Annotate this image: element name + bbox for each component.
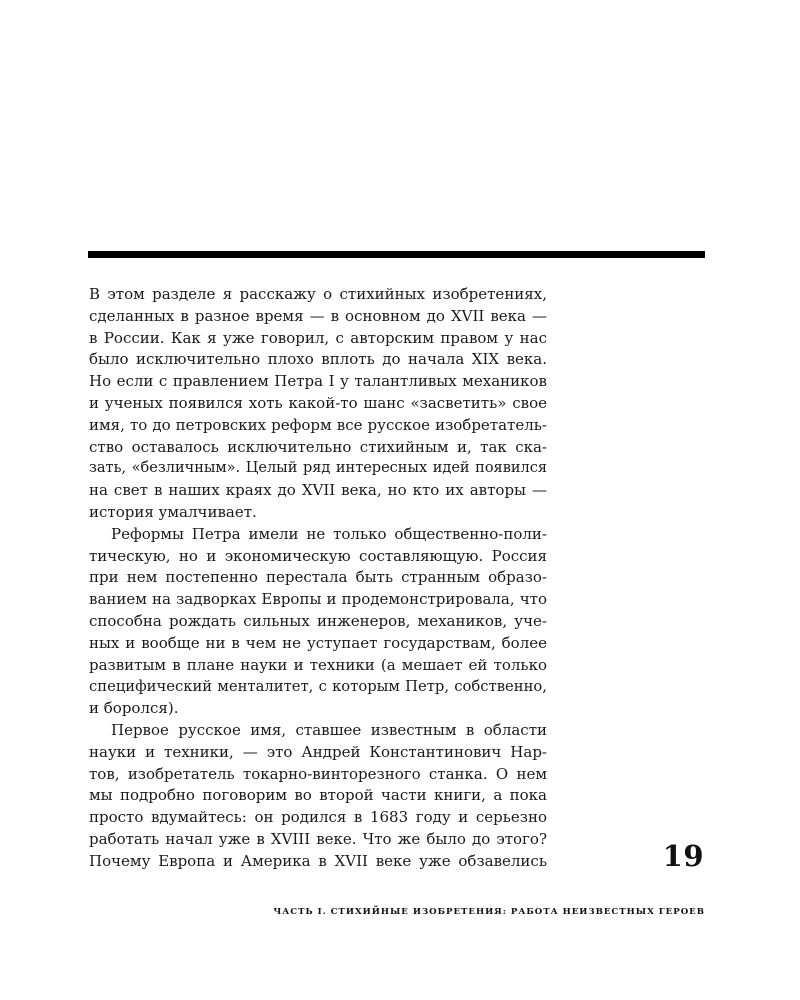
text-line: просто вдумайтесь: он родился в 1683 году и серьезно (89, 808, 547, 827)
text-line: сделанных в разное время — в основном до XVII века — (89, 306, 547, 325)
text-line: на свет в наших краях до XVII века, но кто их авторы — (89, 481, 547, 500)
text-line: ванием на задворках Европы и продемонстрировала, что (89, 590, 547, 609)
text-line: Первое русское имя, ставшее известным в области (111, 720, 547, 739)
text-line: ных и вообще ни в чем не уступает государствам, более (89, 633, 547, 652)
text-line: развитым в плане науки и техники (а мешает ей только (89, 655, 547, 674)
text-line: Реформы Петра имели не только общественно-поли- (111, 524, 547, 543)
text-line: науки и техники, — это Андрей Константинович Нар- (89, 742, 547, 761)
text-line: Почему Европа и Америка в XVII веке уже обзавелись (89, 851, 547, 870)
text-line: способна рождать сильных инженеров, механиков, уче- (89, 611, 547, 630)
text-line: тов, изобретатель токарно-винторезного станка. О нем (89, 764, 547, 783)
text-line: было исключительно плохо вплоть до начала XIX века. (89, 350, 547, 369)
text-line: и ученых появился хоть какой-то шанс «засветить» свое (89, 393, 547, 412)
page-number: 19 (662, 839, 704, 873)
body-text (89, 284, 547, 873)
text-line: в России. Как я уже говорил, с авторским правом у нас (89, 328, 547, 347)
text-line: зать, «безличным». Целый ряд интересных идей появился (89, 460, 547, 477)
text-line: история умалчивает. (89, 502, 257, 521)
text-line: мы подробно поговорим во второй части книги, а пока (89, 786, 547, 805)
text-line: работать начал уже в XVIII веке. Что же было до этого? (89, 829, 547, 848)
text-line: специфический менталитет, с которым Петр, собственно, (89, 678, 547, 696)
text-line: ство оставалось исключительно стихийным и, так ска- (89, 437, 547, 456)
top-rule (88, 251, 705, 258)
text-line: В этом разделе я расскажу о стихийных изобретениях, (89, 285, 547, 303)
text-line: имя, то до петровских реформ все русское изобретатель- (89, 415, 547, 434)
text-line: и боролся). (89, 699, 179, 718)
text-line: Но если с правлением Петра I у талантливых механиков (89, 372, 547, 391)
text-line: тическую, но и экономическую составляющую. Россия (89, 546, 547, 565)
running-footer: ЧАСТЬ I. СТИХИЙНЫЕ ИЗОБРЕТЕНИЯ: РАБОТА НЕИЗВЕСТНЫХ ГЕРОЕВ (273, 907, 705, 917)
text-line: при нем постепенно перестала быть странным образо- (89, 568, 547, 587)
